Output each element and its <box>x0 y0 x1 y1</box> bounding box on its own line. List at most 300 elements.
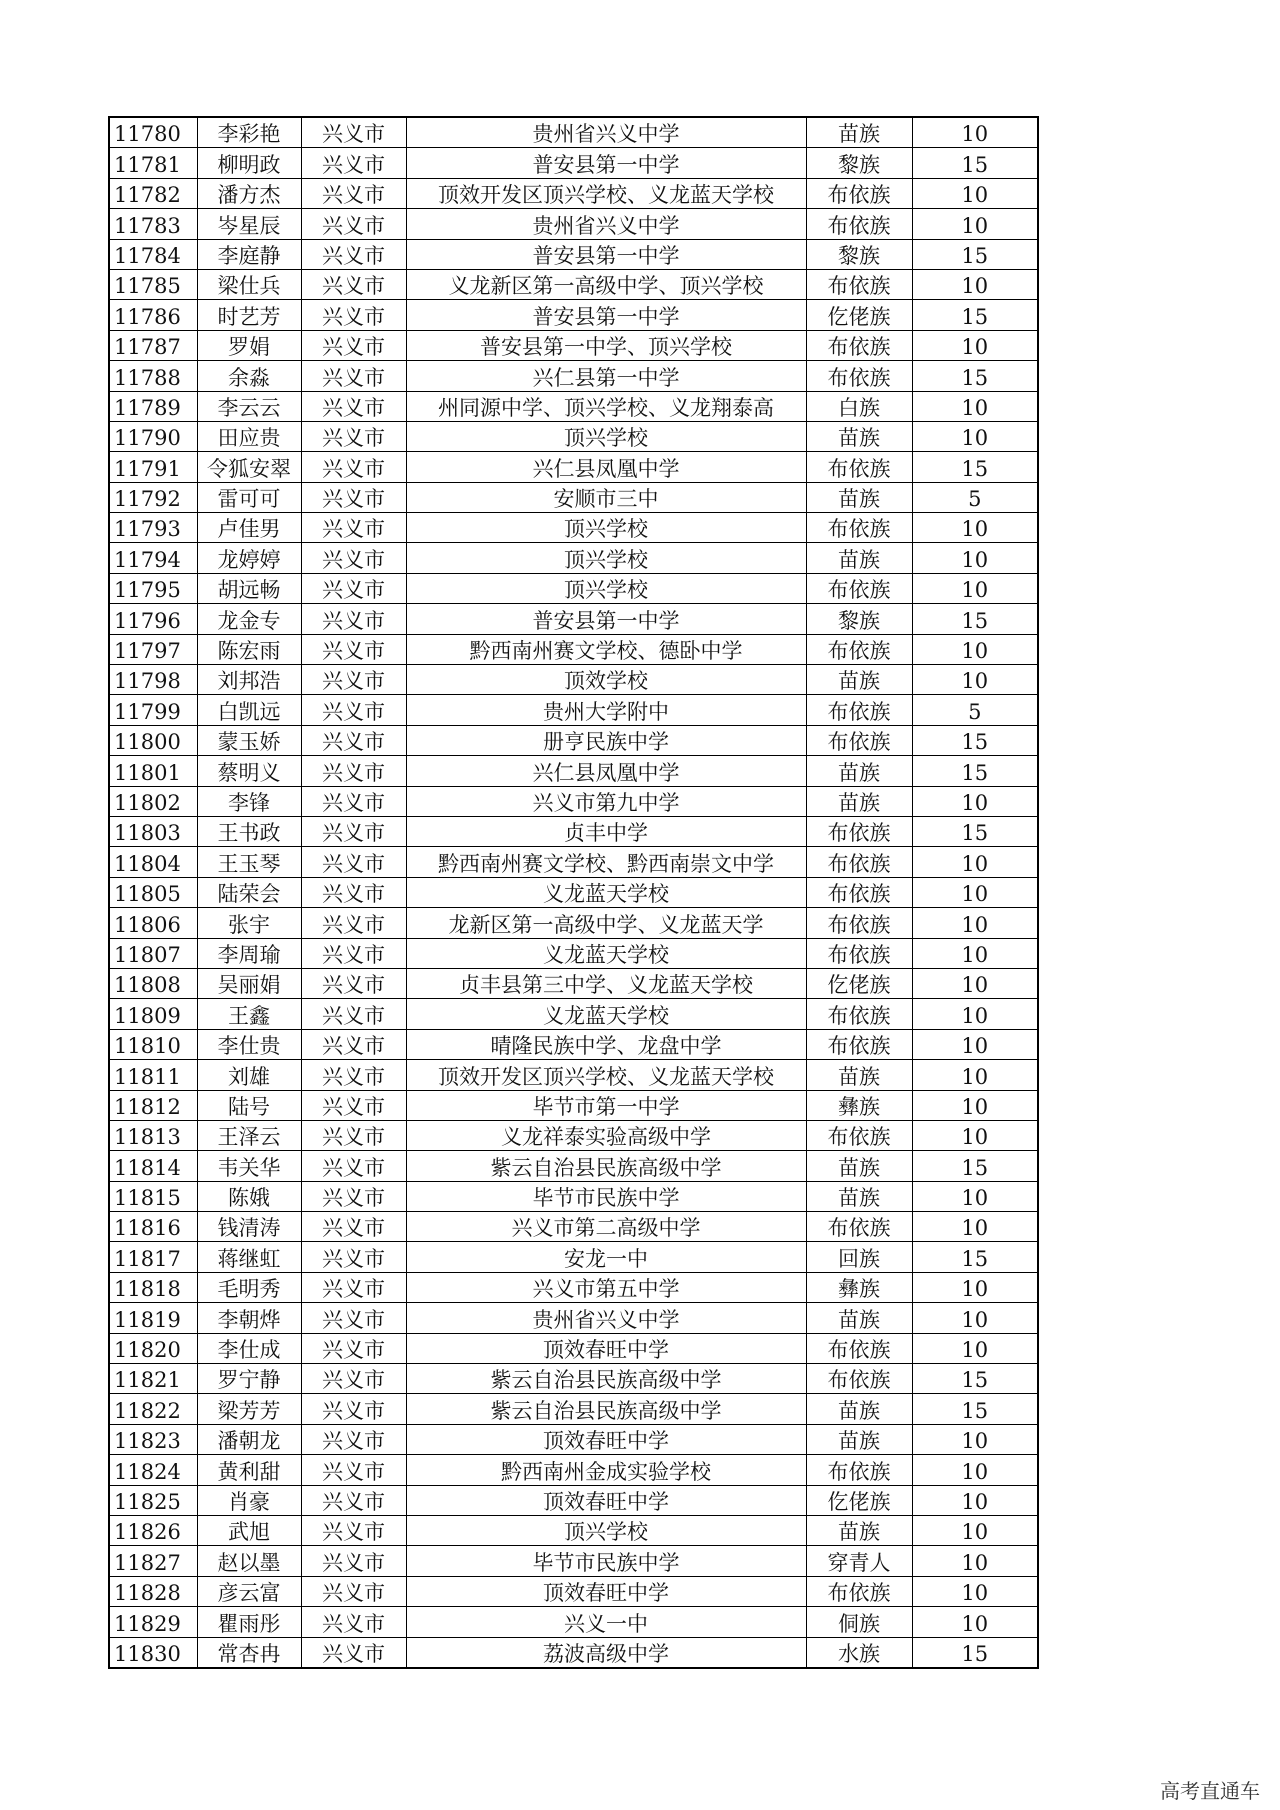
cell-school: 义龙新区第一高级中学、顶兴学校 <box>406 269 806 299</box>
cell-points: 15 <box>912 816 1038 846</box>
cell-id: 11818 <box>109 1272 197 1302</box>
table-row <box>109 1424 1038 1454</box>
cell-city: 兴义市 <box>301 665 406 695</box>
cell-school: 黔西南州赛文学校、德卧中学 <box>406 634 806 664</box>
cell-city: 兴义市 <box>301 178 406 208</box>
table-row <box>109 1029 1038 1059</box>
table-row <box>109 269 1038 299</box>
cell-name: 常杏冉 <box>197 1637 301 1668</box>
cell-ethnicity: 侗族 <box>806 1607 912 1637</box>
cell-id: 11798 <box>109 665 197 695</box>
cell-school: 紫云自治县民族高级中学 <box>406 1364 806 1394</box>
cell-points: 10 <box>912 1090 1038 1120</box>
cell-city: 兴义市 <box>301 1333 406 1363</box>
cell-city: 兴义市 <box>301 999 406 1029</box>
cell-city: 兴义市 <box>301 1576 406 1606</box>
cell-ethnicity: 苗族 <box>806 421 912 451</box>
cell-school: 毕节市民族中学 <box>406 1546 806 1576</box>
cell-city: 兴义市 <box>301 1242 406 1272</box>
cell-name: 陆荣会 <box>197 877 301 907</box>
cell-ethnicity: 布依族 <box>806 269 912 299</box>
table-row <box>109 209 1038 239</box>
cell-points: 10 <box>912 543 1038 573</box>
cell-school: 兴义市第五中学 <box>406 1272 806 1302</box>
cell-ethnicity: 布依族 <box>806 361 912 391</box>
cell-name: 李周瑜 <box>197 938 301 968</box>
cell-ethnicity: 布依族 <box>806 1364 912 1394</box>
cell-name: 钱清涛 <box>197 1212 301 1242</box>
cell-ethnicity: 回族 <box>806 1242 912 1272</box>
cell-school: 兴仁县凤凰中学 <box>406 756 806 786</box>
cell-school: 普安县第一中学、顶兴学校 <box>406 330 806 360</box>
cell-name: 胡远畅 <box>197 573 301 603</box>
cell-points: 10 <box>912 573 1038 603</box>
cell-points: 10 <box>912 269 1038 299</box>
cell-name: 王玉琴 <box>197 847 301 877</box>
table-row <box>109 695 1038 725</box>
cell-city: 兴义市 <box>301 148 406 178</box>
table-row <box>109 361 1038 391</box>
cell-ethnicity: 仡佬族 <box>806 300 912 330</box>
cell-points: 10 <box>912 1576 1038 1606</box>
cell-city: 兴义市 <box>301 968 406 998</box>
cell-school: 普安县第一中学 <box>406 604 806 634</box>
cell-city: 兴义市 <box>301 1515 406 1545</box>
cell-points: 15 <box>912 604 1038 634</box>
cell-city: 兴义市 <box>301 1272 406 1302</box>
cell-ethnicity: 黎族 <box>806 239 912 269</box>
cell-school: 荔波高级中学 <box>406 1637 806 1668</box>
cell-id: 11821 <box>109 1364 197 1394</box>
cell-id: 11793 <box>109 513 197 543</box>
cell-points: 10 <box>912 665 1038 695</box>
cell-ethnicity: 苗族 <box>806 756 912 786</box>
cell-city: 兴义市 <box>301 816 406 846</box>
cell-school: 顶效春旺中学 <box>406 1576 806 1606</box>
table-row <box>109 1333 1038 1363</box>
table-row <box>109 117 1038 148</box>
table-row <box>109 300 1038 330</box>
cell-name: 李锋 <box>197 786 301 816</box>
cell-school: 贵州大学附中 <box>406 695 806 725</box>
cell-points: 10 <box>912 421 1038 451</box>
cell-ethnicity: 布依族 <box>806 178 912 208</box>
cell-name: 蒋继虹 <box>197 1242 301 1272</box>
cell-city: 兴义市 <box>301 391 406 421</box>
table-row <box>109 756 1038 786</box>
cell-points: 10 <box>912 1212 1038 1242</box>
cell-name: 白凯远 <box>197 695 301 725</box>
cell-city: 兴义市 <box>301 361 406 391</box>
cell-points: 5 <box>912 482 1038 512</box>
cell-id: 11812 <box>109 1090 197 1120</box>
cell-points: 10 <box>912 1120 1038 1150</box>
cell-id: 11788 <box>109 361 197 391</box>
cell-city: 兴义市 <box>301 908 406 938</box>
cell-ethnicity: 彝族 <box>806 1090 912 1120</box>
cell-id: 11806 <box>109 908 197 938</box>
cell-id: 11810 <box>109 1029 197 1059</box>
cell-name: 刘邦浩 <box>197 665 301 695</box>
cell-ethnicity: 苗族 <box>806 117 912 148</box>
cell-city: 兴义市 <box>301 300 406 330</box>
cell-school: 顶兴学校 <box>406 1515 806 1545</box>
cell-ethnicity: 水族 <box>806 1637 912 1668</box>
cell-id: 11817 <box>109 1242 197 1272</box>
cell-points: 10 <box>912 634 1038 664</box>
cell-points: 10 <box>912 847 1038 877</box>
table-row <box>109 148 1038 178</box>
cell-points: 15 <box>912 1242 1038 1272</box>
cell-id: 11826 <box>109 1515 197 1545</box>
table-row <box>109 999 1038 1029</box>
cell-id: 11808 <box>109 968 197 998</box>
cell-school: 册亨民族中学 <box>406 725 806 755</box>
cell-name: 蒙玉娇 <box>197 725 301 755</box>
cell-id: 11811 <box>109 1060 197 1090</box>
cell-points: 15 <box>912 756 1038 786</box>
table-row <box>109 877 1038 907</box>
cell-points: 10 <box>912 1272 1038 1302</box>
cell-school: 义龙蓝天学校 <box>406 999 806 1029</box>
cell-name: 武旭 <box>197 1515 301 1545</box>
cell-ethnicity: 苗族 <box>806 482 912 512</box>
cell-school: 紫云自治县民族高级中学 <box>406 1394 806 1424</box>
cell-city: 兴义市 <box>301 1029 406 1059</box>
cell-city: 兴义市 <box>301 543 406 573</box>
cell-id: 11823 <box>109 1424 197 1454</box>
cell-city: 兴义市 <box>301 604 406 634</box>
table-row <box>109 1637 1038 1668</box>
cell-school: 顶兴学校 <box>406 573 806 603</box>
cell-id: 11819 <box>109 1303 197 1333</box>
cell-school: 顶兴学校 <box>406 543 806 573</box>
table-row <box>109 330 1038 360</box>
cell-city: 兴义市 <box>301 1212 406 1242</box>
table-row <box>109 938 1038 968</box>
table-row <box>109 1607 1038 1637</box>
cell-city: 兴义市 <box>301 1151 406 1181</box>
cell-school: 义龙蓝天学校 <box>406 877 806 907</box>
cell-city: 兴义市 <box>301 117 406 148</box>
cell-ethnicity: 苗族 <box>806 786 912 816</box>
cell-name: 龙婷婷 <box>197 543 301 573</box>
cell-id: 11827 <box>109 1546 197 1576</box>
cell-points: 10 <box>912 968 1038 998</box>
cell-points: 10 <box>912 1546 1038 1576</box>
cell-points: 10 <box>912 330 1038 360</box>
cell-id: 11804 <box>109 847 197 877</box>
cell-school: 毕节市第一中学 <box>406 1090 806 1120</box>
cell-ethnicity: 布依族 <box>806 634 912 664</box>
cell-name: 雷可可 <box>197 482 301 512</box>
cell-id: 11822 <box>109 1394 197 1424</box>
cell-name: 毛明秀 <box>197 1272 301 1302</box>
cell-city: 兴义市 <box>301 1607 406 1637</box>
cell-name: 蔡明义 <box>197 756 301 786</box>
cell-school: 普安县第一中学 <box>406 239 806 269</box>
cell-points: 10 <box>912 391 1038 421</box>
table-row <box>109 513 1038 543</box>
cell-name: 吴丽娟 <box>197 968 301 998</box>
cell-id: 11820 <box>109 1333 197 1363</box>
cell-points: 10 <box>912 1455 1038 1485</box>
cell-ethnicity: 布依族 <box>806 877 912 907</box>
cell-id: 11803 <box>109 816 197 846</box>
cell-id: 11814 <box>109 1151 197 1181</box>
cell-city: 兴义市 <box>301 877 406 907</box>
cell-ethnicity: 苗族 <box>806 543 912 573</box>
cell-id: 11815 <box>109 1181 197 1211</box>
cell-city: 兴义市 <box>301 1181 406 1211</box>
cell-name: 卢佳男 <box>197 513 301 543</box>
cell-points: 10 <box>912 908 1038 938</box>
cell-points: 10 <box>912 513 1038 543</box>
cell-ethnicity: 仡佬族 <box>806 968 912 998</box>
cell-name: 李彩艳 <box>197 117 301 148</box>
table-row <box>109 573 1038 603</box>
cell-points: 10 <box>912 1607 1038 1637</box>
cell-city: 兴义市 <box>301 1303 406 1333</box>
cell-id: 11805 <box>109 877 197 907</box>
table-row <box>109 239 1038 269</box>
cell-name: 柳明政 <box>197 148 301 178</box>
cell-school: 贵州省兴义中学 <box>406 1303 806 1333</box>
cell-points: 10 <box>912 1181 1038 1211</box>
cell-school: 顶兴学校 <box>406 421 806 451</box>
cell-name: 令狐安翠 <box>197 452 301 482</box>
cell-ethnicity: 布依族 <box>806 908 912 938</box>
cell-ethnicity: 布依族 <box>806 1120 912 1150</box>
table-row <box>109 1576 1038 1606</box>
cell-name: 王书政 <box>197 816 301 846</box>
cell-points: 15 <box>912 1394 1038 1424</box>
table-row <box>109 391 1038 421</box>
cell-ethnicity: 布依族 <box>806 695 912 725</box>
cell-points: 10 <box>912 1303 1038 1333</box>
cell-id: 11801 <box>109 756 197 786</box>
cell-id: 11782 <box>109 178 197 208</box>
cell-id: 11792 <box>109 482 197 512</box>
cell-points: 15 <box>912 1364 1038 1394</box>
cell-ethnicity: 彝族 <box>806 1272 912 1302</box>
cell-points: 10 <box>912 1029 1038 1059</box>
cell-city: 兴义市 <box>301 786 406 816</box>
cell-school: 顶效春旺中学 <box>406 1485 806 1515</box>
cell-school: 普安县第一中学 <box>406 148 806 178</box>
cell-ethnicity: 布依族 <box>806 1455 912 1485</box>
cell-school: 贞丰县第三中学、义龙蓝天学校 <box>406 968 806 998</box>
cell-id: 11796 <box>109 604 197 634</box>
cell-id: 11795 <box>109 573 197 603</box>
table-row <box>109 1546 1038 1576</box>
cell-id: 11809 <box>109 999 197 1029</box>
cell-ethnicity: 苗族 <box>806 1394 912 1424</box>
cell-school: 黔西南州赛文学校、黔西南崇文中学 <box>406 847 806 877</box>
cell-id: 11790 <box>109 421 197 451</box>
cell-city: 兴义市 <box>301 1485 406 1515</box>
cell-ethnicity: 布依族 <box>806 847 912 877</box>
cell-ethnicity: 苗族 <box>806 1181 912 1211</box>
cell-city: 兴义市 <box>301 938 406 968</box>
cell-ethnicity: 布依族 <box>806 999 912 1029</box>
cell-name: 王鑫 <box>197 999 301 1029</box>
cell-name: 韦关华 <box>197 1151 301 1181</box>
cell-ethnicity: 苗族 <box>806 665 912 695</box>
table-row <box>109 1120 1038 1150</box>
cell-name: 陈宏雨 <box>197 634 301 664</box>
cell-name: 陈娥 <box>197 1181 301 1211</box>
cell-ethnicity: 布依族 <box>806 513 912 543</box>
cell-points: 10 <box>912 1515 1038 1545</box>
cell-school: 顶效开发区顶兴学校、义龙蓝天学校 <box>406 1060 806 1090</box>
cell-id: 11825 <box>109 1485 197 1515</box>
table-row <box>109 452 1038 482</box>
cell-ethnicity: 白族 <box>806 391 912 421</box>
cell-school: 普安县第一中学 <box>406 300 806 330</box>
cell-points: 10 <box>912 877 1038 907</box>
cell-id: 11781 <box>109 148 197 178</box>
cell-id: 11813 <box>109 1120 197 1150</box>
cell-school: 兴义一中 <box>406 1607 806 1637</box>
cell-ethnicity: 布依族 <box>806 330 912 360</box>
cell-id: 11807 <box>109 938 197 968</box>
cell-points: 10 <box>912 786 1038 816</box>
table-row <box>109 1515 1038 1545</box>
cell-school: 顶效春旺中学 <box>406 1333 806 1363</box>
cell-city: 兴义市 <box>301 1090 406 1120</box>
table-row <box>109 421 1038 451</box>
cell-name: 罗宁静 <box>197 1364 301 1394</box>
cell-name: 梁仕兵 <box>197 269 301 299</box>
cell-city: 兴义市 <box>301 1455 406 1485</box>
cell-school: 兴义市第九中学 <box>406 786 806 816</box>
cell-city: 兴义市 <box>301 421 406 451</box>
cell-name: 潘朝龙 <box>197 1424 301 1454</box>
cell-ethnicity: 黎族 <box>806 148 912 178</box>
cell-city: 兴义市 <box>301 1394 406 1424</box>
table-row <box>109 968 1038 998</box>
cell-ethnicity: 布依族 <box>806 452 912 482</box>
cell-school: 兴义市第二高级中学 <box>406 1212 806 1242</box>
cell-school: 义龙祥泰实验高级中学 <box>406 1120 806 1150</box>
cell-name: 李仕贵 <box>197 1029 301 1059</box>
cell-ethnicity: 穿青人 <box>806 1546 912 1576</box>
table-row <box>109 1485 1038 1515</box>
cell-name: 梁芳芳 <box>197 1394 301 1424</box>
cell-id: 11802 <box>109 786 197 816</box>
cell-name: 瞿雨彤 <box>197 1607 301 1637</box>
cell-id: 11791 <box>109 452 197 482</box>
table-row <box>109 1272 1038 1302</box>
cell-id: 11785 <box>109 269 197 299</box>
cell-ethnicity: 苗族 <box>806 1151 912 1181</box>
cell-city: 兴义市 <box>301 330 406 360</box>
cell-city: 兴义市 <box>301 756 406 786</box>
cell-school: 贞丰中学 <box>406 816 806 846</box>
table-row <box>109 1181 1038 1211</box>
cell-points: 10 <box>912 999 1038 1029</box>
cell-name: 时艺芳 <box>197 300 301 330</box>
cell-id: 11794 <box>109 543 197 573</box>
table-row <box>109 634 1038 664</box>
cell-school: 安顺市三中 <box>406 482 806 512</box>
cell-points: 10 <box>912 938 1038 968</box>
cell-city: 兴义市 <box>301 452 406 482</box>
cell-points: 10 <box>912 178 1038 208</box>
cell-ethnicity: 布依族 <box>806 725 912 755</box>
table-row <box>109 816 1038 846</box>
cell-ethnicity: 苗族 <box>806 1424 912 1454</box>
cell-name: 李仕成 <box>197 1333 301 1363</box>
cell-points: 15 <box>912 725 1038 755</box>
cell-name: 赵以墨 <box>197 1546 301 1576</box>
table-row <box>109 1303 1038 1333</box>
cell-school: 贵州省兴义中学 <box>406 209 806 239</box>
cell-city: 兴义市 <box>301 1637 406 1668</box>
cell-points: 10 <box>912 209 1038 239</box>
cell-id: 11784 <box>109 239 197 269</box>
cell-points: 15 <box>912 452 1038 482</box>
cell-name: 陆号 <box>197 1090 301 1120</box>
cell-id: 11799 <box>109 695 197 725</box>
cell-id: 11816 <box>109 1212 197 1242</box>
cell-city: 兴义市 <box>301 513 406 543</box>
cell-city: 兴义市 <box>301 1120 406 1150</box>
cell-school: 毕节市民族中学 <box>406 1181 806 1211</box>
table-row <box>109 1242 1038 1272</box>
cell-ethnicity: 布依族 <box>806 1212 912 1242</box>
cell-name: 岑星辰 <box>197 209 301 239</box>
table-body <box>109 117 1038 1668</box>
cell-id: 11824 <box>109 1455 197 1485</box>
cell-city: 兴义市 <box>301 482 406 512</box>
cell-id: 11829 <box>109 1607 197 1637</box>
cell-school: 紫云自治县民族高级中学 <box>406 1151 806 1181</box>
cell-city: 兴义市 <box>301 239 406 269</box>
cell-name: 彦云富 <box>197 1576 301 1606</box>
cell-city: 兴义市 <box>301 634 406 664</box>
table-row <box>109 665 1038 695</box>
table-row <box>109 482 1038 512</box>
cell-city: 兴义市 <box>301 1364 406 1394</box>
cell-ethnicity: 布依族 <box>806 938 912 968</box>
cell-points: 10 <box>912 1485 1038 1515</box>
table-row <box>109 847 1038 877</box>
cell-ethnicity: 布依族 <box>806 1029 912 1059</box>
cell-name: 刘雄 <box>197 1060 301 1090</box>
cell-points: 15 <box>912 148 1038 178</box>
cell-ethnicity: 仡佬族 <box>806 1485 912 1515</box>
cell-city: 兴义市 <box>301 1060 406 1090</box>
cell-city: 兴义市 <box>301 725 406 755</box>
cell-city: 兴义市 <box>301 1546 406 1576</box>
cell-points: 10 <box>912 1333 1038 1363</box>
cell-school: 龙新区第一高级中学、义龙蓝天学 <box>406 908 806 938</box>
cell-ethnicity: 布依族 <box>806 1576 912 1606</box>
cell-name: 李朝烨 <box>197 1303 301 1333</box>
cell-name: 肖豪 <box>197 1485 301 1515</box>
cell-ethnicity: 布依族 <box>806 573 912 603</box>
cell-school: 晴隆民族中学、龙盘中学 <box>406 1029 806 1059</box>
cell-name: 龙金专 <box>197 604 301 634</box>
cell-school: 兴仁县第一中学 <box>406 361 806 391</box>
cell-ethnicity: 黎族 <box>806 604 912 634</box>
cell-name: 田应贵 <box>197 421 301 451</box>
table-row <box>109 786 1038 816</box>
table-row <box>109 1364 1038 1394</box>
cell-name: 黄利甜 <box>197 1455 301 1485</box>
